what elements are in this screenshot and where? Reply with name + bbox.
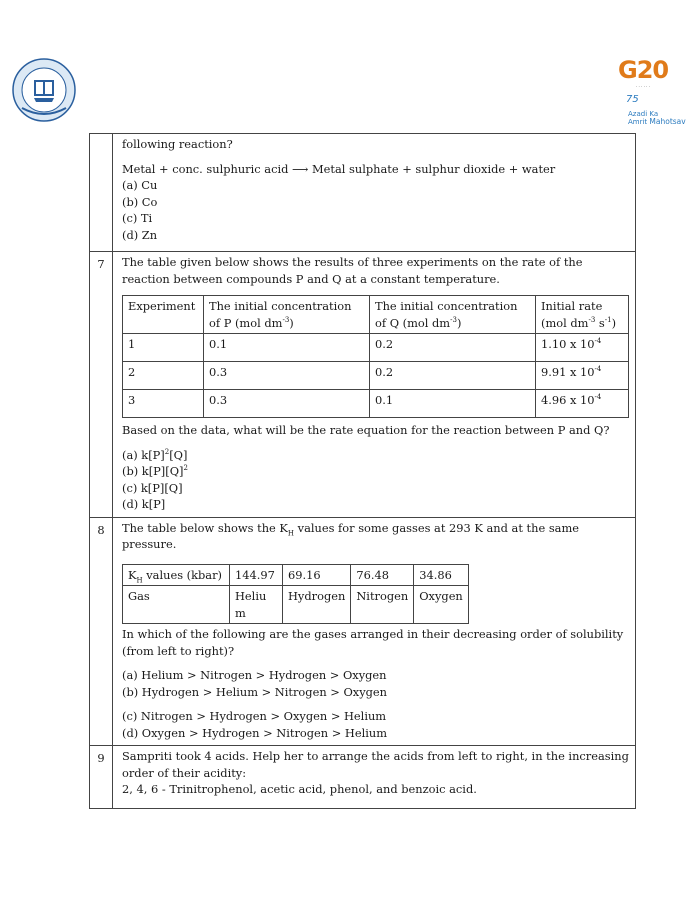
- gas-label-cell: Gas: [123, 586, 230, 624]
- q8-option-d: (d) Oxygen > Hydrogen > Nitrogen > Helium: [122, 725, 388, 740]
- cell-conc-p: 0.3: [204, 390, 370, 418]
- cell-experiment: 1: [123, 334, 204, 362]
- question-row-6: [90, 134, 636, 252]
- q7-question: Based on the data, what will be the rate equation for the reaction between P and Q?: [122, 423, 610, 437]
- header-initial-rate: Initial rate (mol $dm^{-3}$ $s^{-1}$): [536, 296, 629, 334]
- cell-rate: 4.96 x $10^{-4}$: [536, 390, 629, 418]
- question-number-8: 8: [90, 517, 113, 746]
- amrit-75-mark: 75: [626, 94, 639, 105]
- table-row: [123, 362, 629, 390]
- table-row: [123, 390, 629, 418]
- q7-option-d: (d) k[P]: [122, 497, 166, 511]
- rate-data-table: [122, 295, 629, 418]
- q6-option-c: (c) Ti: [122, 211, 153, 225]
- gas-helium: Heliu m: [230, 586, 283, 624]
- reaction-arrow-icon: ⟶: [292, 161, 309, 176]
- azadi-ka-amrit-mahotsav-mark: Azadi Ka Amrit Mahotsav: [628, 110, 686, 126]
- header-conc-q: The initial concentration of Q (mol $dm^{-3}$): [370, 296, 536, 334]
- g20-logo: [618, 56, 688, 128]
- g20-tagline: · · · · · ·: [636, 84, 650, 89]
- q7-option-a: (a) $k[P]^2[Q]$: [122, 447, 188, 462]
- q9-acids: 2, 4, 6 - Trinitrophenol, acetic acid, phenol, and benzoic acid.: [122, 782, 477, 796]
- question-row-7: [90, 252, 636, 518]
- header-experiment: Experiment: [123, 296, 204, 334]
- header-conc-p: The initial concentration of P (mol $dm^{-3}$): [204, 296, 370, 334]
- gas-row: [123, 586, 469, 624]
- table-row: [123, 334, 629, 362]
- cell-experiment: 3: [123, 390, 204, 418]
- questions-table: [89, 133, 636, 809]
- q8-option-b: (b) Hydrogen > Helium > Nitrogen > Oxygen: [122, 684, 388, 699]
- kh-label-cell: $K_H$ values (kbar): [123, 564, 230, 586]
- cell-conc-q: 0.2: [370, 334, 536, 362]
- question-number-6: [90, 134, 113, 252]
- q6-equation: Metal + conc. sulphuric acid ⟶ Metal sulphate + sulphur dioxide + water: [122, 161, 556, 176]
- q8-stem: The table below shows the $K_H$ values for some gasses at 293 K and at the same pressure.: [122, 520, 579, 551]
- cell-conc-q: 0.2: [370, 362, 536, 390]
- question-row-9: [90, 746, 636, 809]
- cell-experiment: 2: [123, 362, 204, 390]
- q8-option-a: (a) Helium > Nitrogen > Hydrogen > Oxygen: [122, 668, 387, 682]
- question-row-8: [90, 517, 636, 746]
- henry-constant-table: [122, 564, 469, 625]
- kh-value-oxygen: 34.86: [414, 564, 469, 586]
- q6-intro: following reaction?: [122, 137, 233, 151]
- gas-nitrogen: Nitrogen: [351, 586, 414, 624]
- question-number-7: 7: [90, 252, 113, 518]
- q6-option-a: (a) Cu: [122, 178, 158, 192]
- question-number-9: 9: [90, 746, 113, 809]
- kh-value-helium: 144.97: [230, 564, 283, 586]
- kh-value-nitrogen: 76.48: [351, 564, 414, 586]
- q6-option-b: (b) Co: [122, 194, 158, 209]
- q7-stem: The table given below shows the results of three experiments on the rate of the reaction between compounds P and Q at a constant temperature.: [122, 255, 583, 286]
- g20-wordmark: G20: [618, 56, 669, 84]
- cell-conc-p: 0.1: [204, 334, 370, 362]
- q7-option-c: (c) k[P][Q]: [122, 480, 183, 495]
- q9-stem: Sampriti took 4 acids. Help her to arrange the acids from left to right, in the increasing order of their acidity:: [122, 749, 629, 780]
- kh-value-hydrogen: 69.16: [283, 564, 351, 586]
- cell-rate: 9.91 x $10^{-4}$: [536, 362, 629, 390]
- cell-rate: 1.10 x $10^{-4}$: [536, 334, 629, 362]
- cbse-logo: [12, 58, 76, 122]
- q7-option-b: (b) $k[P][Q]^2$: [122, 464, 188, 478]
- gas-oxygen: Oxygen: [414, 586, 469, 624]
- gas-hydrogen: Hydrogen: [283, 586, 351, 624]
- kh-values-row: [123, 564, 469, 586]
- cell-conc-q: 0.1: [370, 390, 536, 418]
- rate-table-header: [123, 296, 629, 334]
- q8-option-c: (c) Nitrogen > Hydrogen > Oxygen > Helium: [122, 709, 387, 723]
- cell-conc-p: 0.3: [204, 362, 370, 390]
- q6-option-d: (d) Zn: [122, 227, 158, 242]
- q8-question: In which of the following are the gases arranged in their decreasing order of solubility (from left to right)?: [122, 627, 624, 658]
